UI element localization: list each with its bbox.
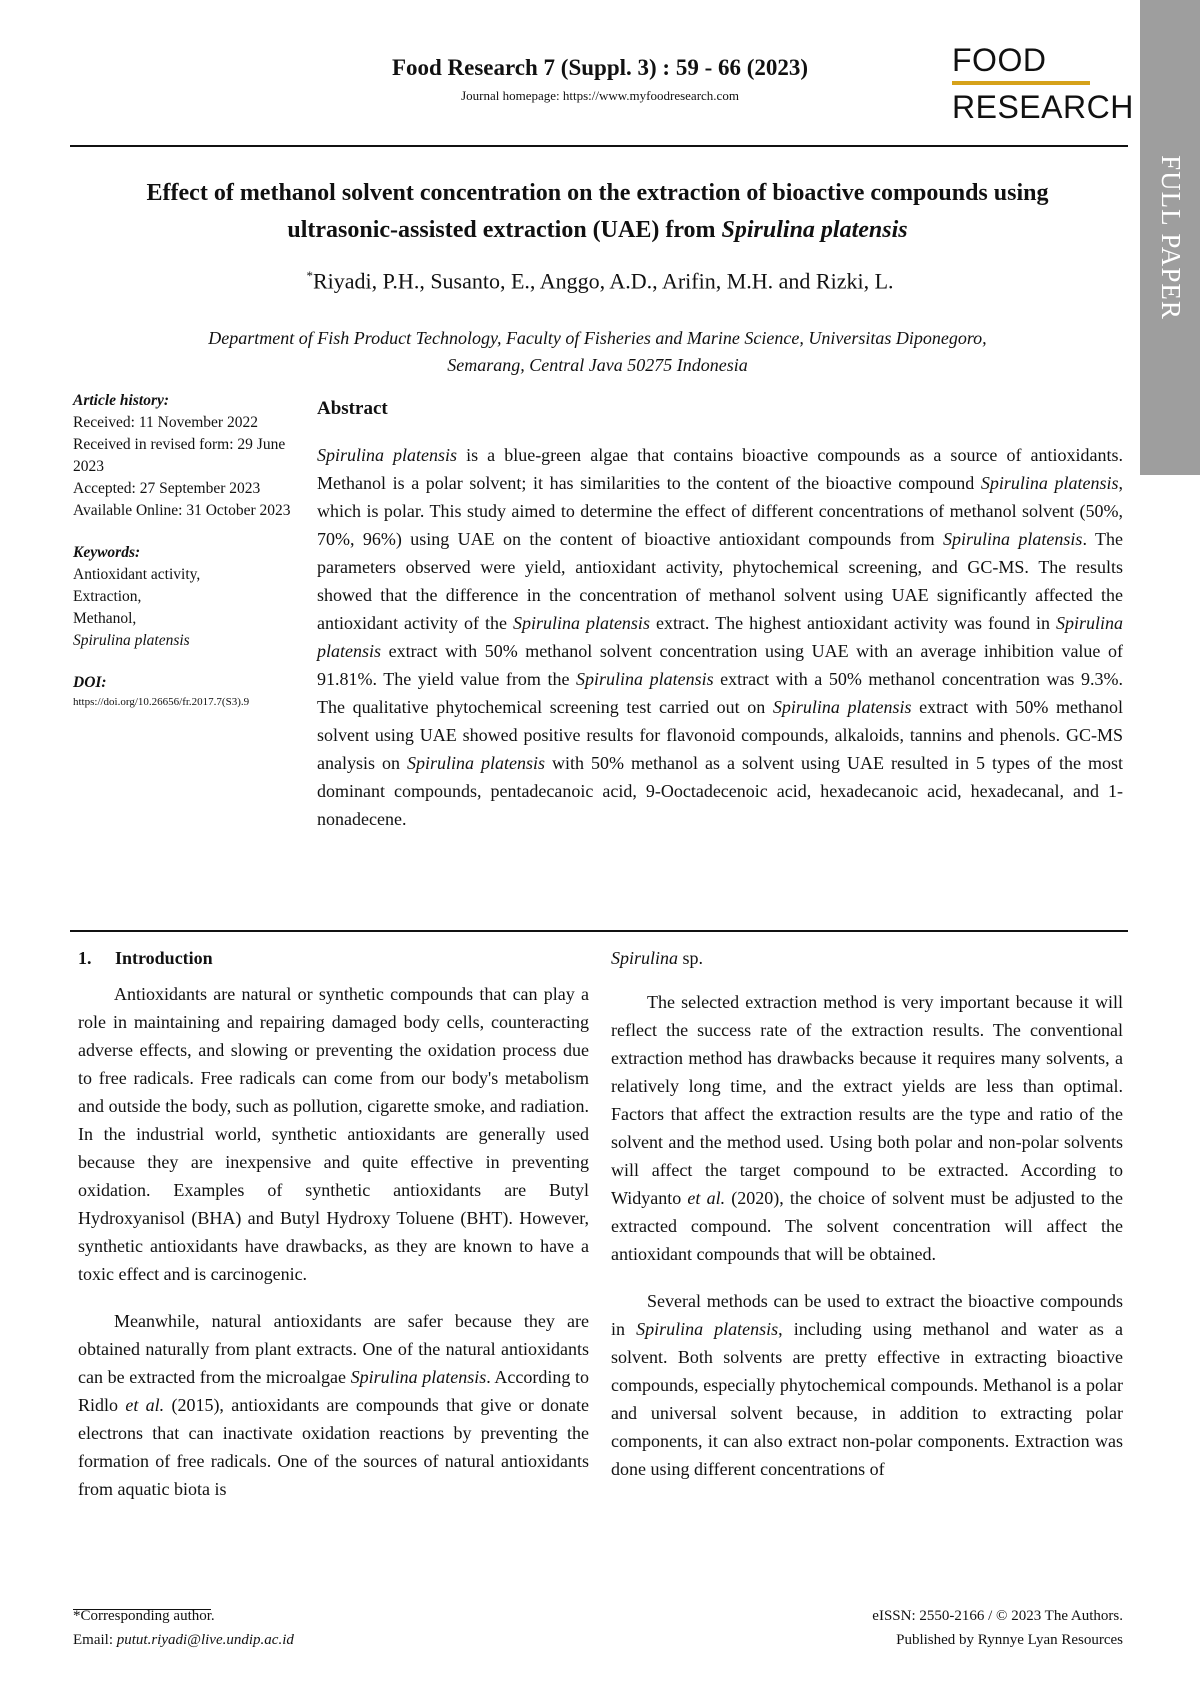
text-segment: Several methods can be used to extract the bioactive compounds in	[611, 1291, 1123, 1339]
journal-homepage-link[interactable]: Journal homepage: https://www.myfoodresearch.com	[461, 88, 739, 103]
journal-title: Food Research 7 (Suppl. 3) : 59 - 66 (2023)	[391, 55, 809, 80]
paper-title-main: Effect of methanol solvent concentration on the extraction of bioactive compounds using ultrasonic-assisted extraction (UAE) from	[146, 180, 1049, 243]
keyword-item-species: Spirulina platensis	[73, 632, 190, 649]
abstract-segment: extract. The highest antioxidant activity was found in	[649, 613, 1056, 633]
species-name: Spirulina platensis	[772, 697, 912, 717]
species-name: Spirulina platensis	[636, 1319, 779, 1339]
publisher: Published by Rynnye Lyan Resources	[896, 1632, 1123, 1648]
abstract-segment: extract with 50% methanol solvent using UAE showed positive results for flavonoid compounds, alkaloids, tannins and phenols. GC-MS analysis on	[317, 697, 1123, 773]
corresponding-author-footnote	[73, 1604, 294, 1652]
species-name: Spirulina platensis	[980, 473, 1119, 493]
logo-line-food: FOOD	[952, 42, 1047, 78]
text-segment: . According to Ridlo	[78, 1367, 589, 1415]
affiliation	[90, 325, 1105, 379]
abstract-segment: extract with a 50% methanol concentration was 9.3%. The qualitative phytochemical screening test carried out on	[317, 669, 1123, 717]
section-number: 1.	[78, 948, 92, 968]
species-name: Spirulina platensis	[350, 1367, 487, 1387]
body-column-left	[78, 944, 589, 1522]
abstract-segment: is a blue-green algae that contains bioactive compounds as a source of antioxidants. Methanol is a polar solvent; it has similarities to the content of the bioactive compound	[317, 445, 1123, 493]
header-rule	[70, 145, 1128, 147]
corresponding-author-mark: *	[306, 268, 313, 283]
species-name: Spirulina platensis	[317, 613, 1124, 661]
species-name: Spirulina platensis	[512, 613, 650, 633]
article-history	[73, 390, 295, 522]
article-history-heading: Article history:	[73, 392, 170, 409]
et-al: et al.	[125, 1395, 165, 1415]
body-paragraph	[611, 1287, 1123, 1483]
logo-line-research: RESEARCH	[952, 89, 1134, 125]
body-column-right	[611, 944, 1123, 1502]
issn-copyright: eISSN: 2550-2166 / © 2023 The Authors.	[872, 1608, 1123, 1624]
doi-block	[73, 672, 295, 710]
abstract-segment: . The parameters observed were yield, antioxidant activity, phytochemical screening, and GC-MS. The results showed that the difference in the concentration of methanol solvent using UAE significantly affected the antioxidant activity of the	[317, 529, 1123, 633]
keywords-block	[73, 542, 295, 652]
email-label: Email:	[73, 1632, 117, 1648]
paper-title-species: Spirulina platensis	[721, 217, 908, 243]
revised-date: Received in revised form: 29 June 2023	[73, 436, 286, 475]
section-title: Introduction	[115, 948, 213, 968]
online-date: Available Online: 31 October 2023	[73, 502, 291, 519]
keyword-item: Extraction,	[73, 588, 142, 605]
text-segment: Meanwhile, natural antioxidants are safer because they are obtained naturally from plant extracts. One of the natural antioxidants can be extracted from the microalgae	[78, 1311, 589, 1387]
authors-text: Riyadi, P.H., Susanto, E., Anggo, A.D., Arifin, M.H. and Rizki, L.	[312, 268, 894, 294]
accepted-date: Accepted: 27 September 2023	[73, 480, 261, 497]
abstract-segment: with 50% methanol as a solvent using UAE resulted in 5 types of the most dominant compounds, pentadecanoic acid, 9-Ooctadecenoic acid, hexadecanoic acid, hexadecanal, and 1-nonadecene.	[317, 753, 1123, 829]
text-segment: , including using methanol and water as a solvent. Both solvents are pretty effective in extracting bioactive compounds, especially phytochemical compounds. Methanol is a polar and universal solvent because, in addition to extracting polar components, it can also extract non-polar components. Extraction was done using different concentrations of	[611, 1319, 1123, 1479]
full-paper-label: FULL PAPER	[1155, 155, 1186, 320]
abstract-rule	[70, 930, 1128, 932]
email-line	[73, 1628, 294, 1652]
author-list	[0, 268, 1200, 294]
species-name: Spirulina platensis	[576, 669, 714, 689]
et-al: et al.	[687, 1188, 726, 1208]
full-paper-tab	[1140, 0, 1200, 475]
email-link[interactable]: putut.riyadi@live.undip.ac.id	[116, 1632, 294, 1648]
species-name: Spirulina platensis	[407, 753, 546, 773]
species-name: Spirulina platensis	[317, 445, 458, 465]
species-name: Spirulina platensis	[943, 529, 1083, 549]
text-segment: The selected extraction method is very important because it will reflect the success rate of the extraction results. The conventional extraction method has drawbacks because it requires many solvents, a relatively long time, and the extract yields are less than optimal. Factors that affect the extraction results are the type and ratio of the solvent and the method used. Using both polar and non-polar solvents will affect the target compound to be extracted. According to Widyanto	[611, 992, 1123, 1208]
keyword-item: Methanol,	[73, 610, 137, 627]
affiliation-line-2: Semarang, Central Java 50275 Indonesia	[447, 355, 748, 375]
publication-info	[760, 1604, 1123, 1652]
body-paragraph	[78, 1307, 589, 1503]
corresponding-author-label: *Corresponding author.	[73, 1608, 215, 1624]
article-info-sidebar	[73, 390, 295, 730]
received-date: Received: 11 November 2022	[73, 414, 258, 431]
logo-accent-bar	[952, 81, 1090, 85]
text-segment: (2015), antioxidants are compounds that give or donate electrons that can inactivate oxidation reactions by preventing the formation of free radicals. One of the sources of natural antioxidants from aquatic biota is	[78, 1395, 590, 1499]
body-paragraph-continuation	[611, 944, 1123, 972]
doi-link[interactable]: https://doi.org/10.26656/fr.2017.7(S3).9	[73, 696, 250, 708]
section-heading-introduction	[78, 944, 589, 972]
abstract-segment: extract with 50% methanol solvent concentration using UAE with an average inhibition value of 91.81%. The yield value from the	[317, 641, 1123, 689]
body-paragraph: Antioxidants are natural or synthetic compounds that can play a role in maintaining and repairing damaged body cells, counteracting adverse effects, and slowing or preventing the oxidation process due to free radicals. Free radicals can come from our body's metabolism and outside the body, such as pollution, cigarette smoke, and radiation. In the industrial world, synthetic antioxidants are generally used because they are inexpensive and quite effective in preventing oxidation. Examples of synthetic antioxidants are Butyl Hydroxyanisol (BHA) and Butyl Hydroxy Toluene (BHT). However, synthetic antioxidants have drawbacks, as they are known to have a toxic effect and is carcinogenic.	[78, 984, 589, 1284]
abstract-segment: , which is polar. This study aimed to determine the effect of different concentrations of methanol solvent (50%, 70%, 96%) using UAE on the content of bioactive antioxidant compounds from	[317, 473, 1123, 549]
abstract-heading: Abstract	[317, 398, 388, 419]
affiliation-line-1: Department of Fish Product Technology, Faculty of Fisheries and Marine Science, Universitas Diponegoro,	[208, 328, 987, 348]
text-segment: sp.	[678, 948, 704, 968]
abstract-text	[317, 441, 1123, 833]
text-segment: (2020), the choice of solvent must be adjusted to the extracted compound. The solvent concentration will affect the antioxidant compounds that will be obtained.	[611, 1188, 1123, 1264]
doi-heading: DOI:	[73, 674, 107, 691]
keywords-heading: Keywords:	[73, 544, 141, 561]
body-paragraph	[611, 988, 1123, 1268]
species-name: Spirulina	[611, 948, 679, 968]
keyword-item: Antioxidant activity,	[73, 566, 201, 583]
food-research-logo	[952, 42, 1134, 125]
paper-title	[90, 175, 1105, 249]
